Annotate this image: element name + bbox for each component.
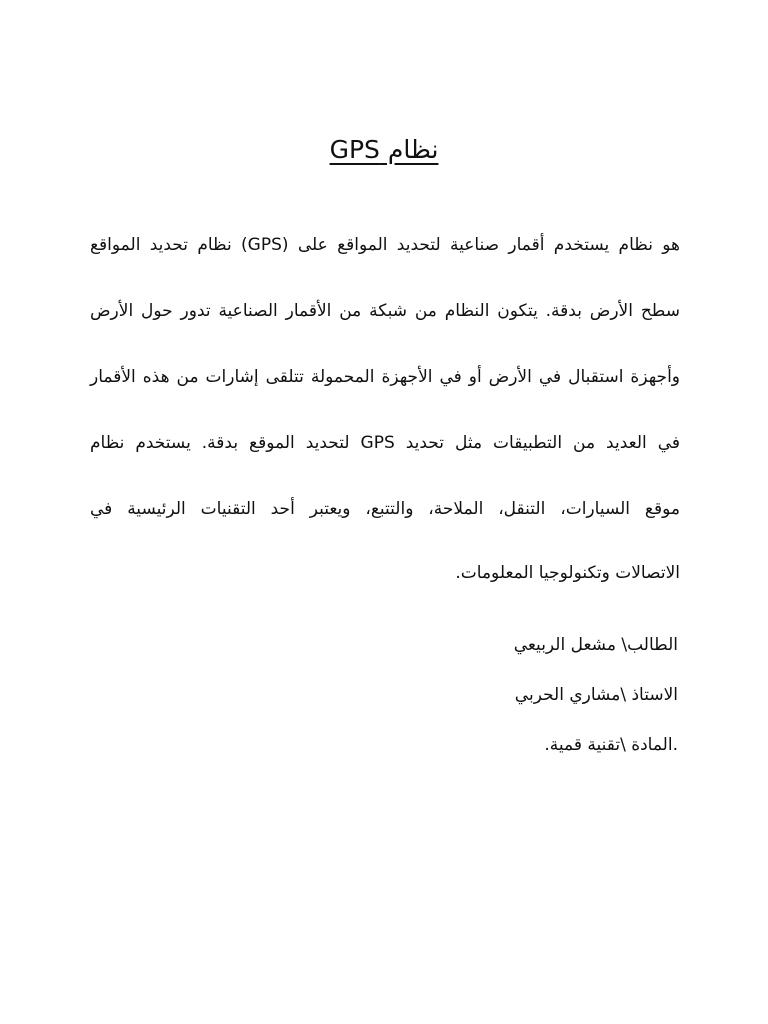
paragraph-line-2: سطح الأرض بدقة. يتكون النظام من شبكة من الأقمار الصناعية تدور حول الأرض	[90, 301, 680, 321]
paragraph-line-4: في العديد من التطبيقات مثل تحديد GPS لتحديد الموقع بدقة. يستخدم نظام	[90, 433, 680, 453]
paragraph-line-3: وأجهزة استقبال في الأرض أو في الأجهزة المحمولة تتلقى إشارات من هذه الأقمار	[90, 367, 680, 387]
paragraph-line-6: الاتصالات وتكنولوجيا المعلومات.	[455, 563, 680, 583]
teacher-name: الاستاذ \مشاري الحربي	[514, 685, 678, 705]
student-name: الطالب\ مشعل الربيعي	[513, 635, 678, 655]
paragraph-line-5: موقع السيارات، التنقل، الملاحة، والتتبع، ويعتبر أحد التقنيات الرئيسية في	[90, 499, 680, 519]
document-title: نظام GPS	[329, 135, 439, 164]
subject-name: .المادة \تقنية قمية.	[544, 735, 678, 755]
paragraph-line-1: هو نظام يستخدم أقمار صناعية لتحديد المواقع على (GPS) نظام تحديد المواقع	[90, 235, 681, 255]
